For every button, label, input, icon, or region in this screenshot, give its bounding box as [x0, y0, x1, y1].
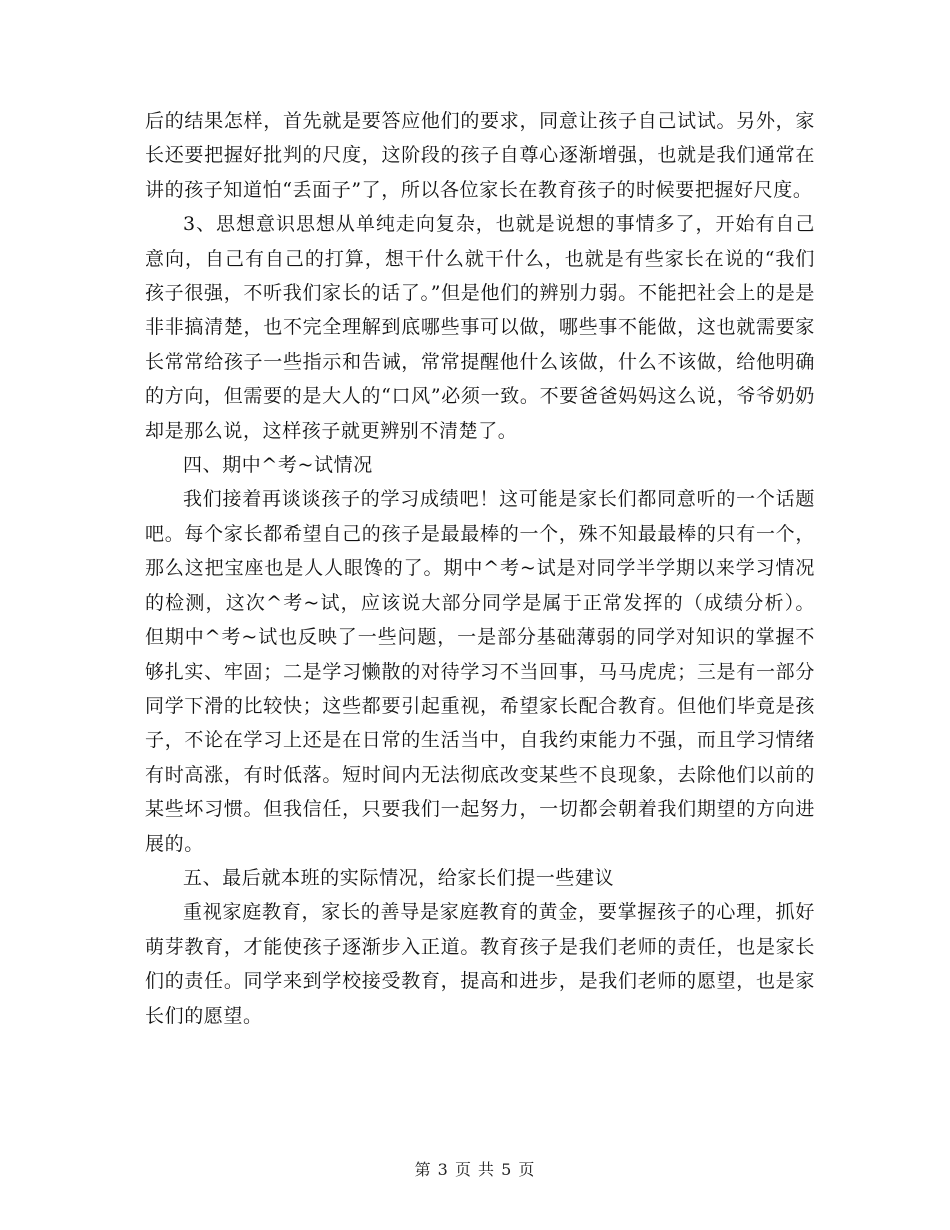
paragraph-2: 3、思想意识思想从单纯走向复杂，也就是说想的事情多了，开始有自己意向，自己有自己的打算，想干什么就干什么，也就是有些家长在说的“我们孩子很强，不听我们家长的话了。”但是他们的辨别力弱。不能把社会上的是是非非搞清楚，也不完全理解到底哪些事可以做，哪些事不能做，这也就需要家长常常给孩子一些指示和告诫，常常提醒他什么该做，什么不该做，给他明确的方向，但需要的是大人的“口风”必须一致。不要爸爸妈妈这么说，爷爷奶奶却是那么说，这样孩子就更辨别不清楚了。	[145, 213, 815, 442]
paragraph-3: 我们接着再谈谈孩子的学习成绩吧！这可能是家长们都同意听的一个话题吧。每个家长都希望自己的孩子是最最棒的一个，殊不知最最棒的只有一个，那么这把宝座也是人人眼馋的了。期中^考~试是对同学半学期以来学习情况的检测，这次^考~试，应该说大部分同学是属于正常发挥的（成绩分析）。但期中^考~试也反映了一些问题，一是部分基础薄弱的同学对知识的掌握不够扎实、牢固；二是学习懒散的对待学习不当回事，马马虎虎；三是有一部分同学下滑的比较快；这些都要引起重视，希望家长配合教育。但他们毕竟是孩子，不论在学习上还是在日常的生活当中，自我约束能力不强，而且学习情绪有时高涨，有时低落。短时间内无法彻底改变某些不良现象，去除他们以前的某些坏习惯。但我信任，只要我们一起努力，一切都会朝着我们期望的方向进展的。	[145, 488, 815, 855]
section-heading-5: 五、最后就本班的实际情况，给家长们提一些建议	[183, 866, 615, 889]
page-number-footer: 第 3 页 共 5 页	[414, 1160, 536, 1179]
paragraph-1: 后的结果怎样，首先就是要答应他们的要求，同意让孩子自己试试。另外，家长还要把握好批判的尺度，这阶段的孩子自尊心逐渐增强，也就是我们通常在讲的孩子知道怕“丢面子”了，所以各位家长在教育孩子的时候要把握好尺度。	[145, 110, 815, 201]
section-heading-4: 四、期中^考~试情况	[183, 454, 373, 477]
document-body	[145, 104, 815, 1033]
paragraph-4: 重视家庭教育，家长的善导是家庭教育的黄金，要掌握孩子的心理，抓好萌芽教育，才能使孩子逐渐步入正道。教育孩子是我们老师的责任，也是家长们的责任。同学来到学校接受教育，提高和进步，是我们老师的愿望，也是家长们的愿望。	[145, 901, 815, 1027]
